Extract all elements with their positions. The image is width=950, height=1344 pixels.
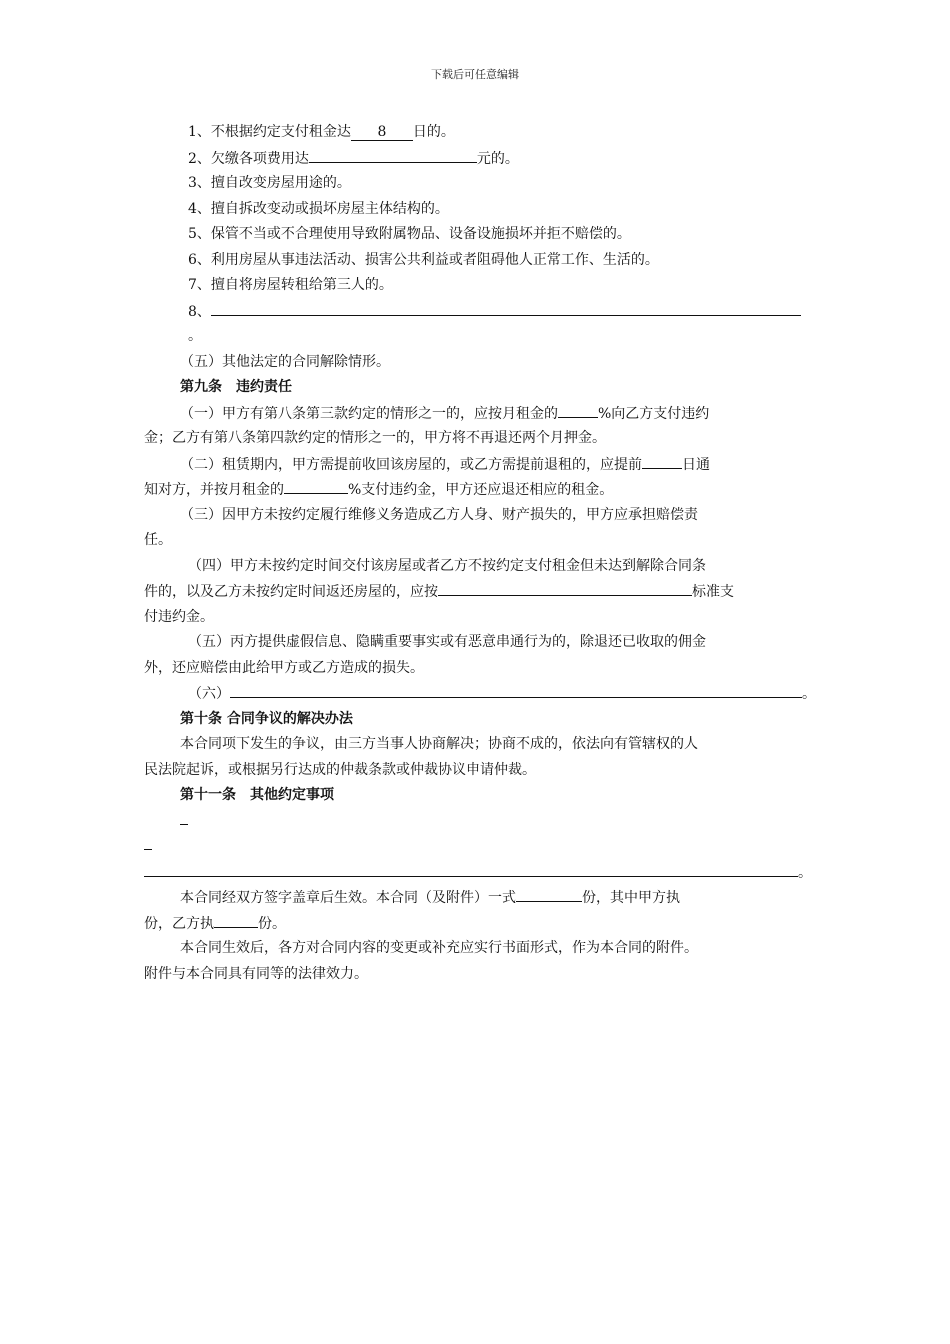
- blank-copies-party-b[interactable]: [214, 911, 258, 928]
- article-11-title: 第十一条 其他约定事项: [180, 787, 334, 803]
- list-item-2: 2、欠缴各项费用达 元的。: [144, 146, 808, 172]
- document-body: [144, 120, 816, 987]
- closing-line3: 本合同生效后，各方对合同内容的变更或补充应实行书面形式，作为本合同的附件。: [180, 940, 698, 956]
- article-9-p1-line2: 金；乙方有第八条第四款约定的情形之一的，甲方将不再退还两个月押金。: [144, 430, 606, 446]
- list-item-8-end: 。: [188, 328, 202, 344]
- article-10-title: 第十条 合同争议的解决办法: [180, 710, 353, 727]
- blank-clause-six[interactable]: [230, 681, 802, 698]
- list-item-5: 5、保管不当或不合理使用导致附属物品、设备设施损坏并拒不赔偿的。: [188, 226, 631, 242]
- article-9-p2-line2: 知对方，并按月租金的 %支付违约金，甲方还应退还相应的租金。: [144, 477, 808, 503]
- article-9-p3-line1: （三）因甲方未按约定履行维修义务造成乙方人身、财产损失的，甲方应承担赔偿责: [180, 506, 698, 523]
- article-9-p6: （六） 。: [144, 681, 808, 707]
- article-9-p4-line1: （四）甲方未按约定时间交付该房屋或者乙方不按约定支付租金但未达到解除合同条: [188, 557, 706, 574]
- blank-item-8[interactable]: [211, 299, 801, 316]
- clause-five: （五）其他法定的合同解除情形。: [180, 353, 390, 370]
- article-10-line1: 本合同项下发生的争议，由三方当事人协商解决；协商不成的，依法向有管辖权的人: [180, 736, 698, 752]
- blank-copies-total[interactable]: [516, 885, 582, 902]
- article-9-p5-line1: （五）丙方提供虚假信息、隐瞒重要事实或有恶意串通行为的，除退还已收取的佣金: [188, 634, 706, 650]
- article-10-line2: 民法院起诉，或根据另行达成的仲裁条款或仲裁协议申请仲裁。: [144, 761, 536, 778]
- article-9-p5-line2: 外，还应赔偿由此给甲方或乙方造成的损失。: [144, 659, 424, 676]
- blank-penalty-percent-2[interactable]: [284, 477, 348, 494]
- blank-other-terms-1[interactable]: [180, 812, 188, 825]
- blank-other-terms-2[interactable]: [144, 837, 152, 850]
- list-item-3: 3、擅自改变房屋用途的。: [188, 175, 351, 191]
- article-9-title: 第九条 违约责任: [180, 379, 292, 395]
- page-header: 下载后可任意编辑: [431, 68, 519, 81]
- blank-other-terms-3[interactable]: [144, 860, 798, 877]
- blank-fee-amount[interactable]: [309, 146, 477, 163]
- article-11-blank-1: [144, 809, 808, 835]
- list-item-4: 4、擅自拆改变动或损坏房屋主体结构的。: [188, 200, 449, 217]
- article-11-blank-3: 。: [144, 860, 808, 886]
- list-item-1: 1、不根据约定支付租金达 8 日的。: [188, 124, 455, 140]
- blank-penalty-percent-1[interactable]: [558, 401, 598, 418]
- article-9-p4-line3: 付违约金。: [144, 608, 214, 625]
- blank-notice-days[interactable]: [642, 452, 682, 469]
- list-item-8: 8、: [144, 299, 808, 325]
- article-11-blank-2: [144, 834, 808, 860]
- article-9-p1-line1: （一）甲方有第八条第三款约定的情形之一的，应按月租金的 %向乙方支付违约: [144, 401, 808, 427]
- closing-line4: 附件与本合同具有同等的法律效力。: [144, 965, 368, 982]
- list-item-7: 7、擅自将房屋转租给第三人的。: [188, 277, 393, 293]
- article-9-p3-line2: 任。: [144, 532, 172, 548]
- closing-line1: 本合同经双方签字盖章后生效。本合同（及附件）一式 份，其中甲方执: [144, 885, 808, 911]
- article-9-p2-line1: （二）租赁期内，甲方需提前收回该房屋的，或乙方需提前退租的，应提前 日通: [144, 452, 808, 478]
- closing-line2: 份，乙方执 份。: [144, 911, 808, 937]
- list-item-6: 6、利用房屋从事违法活动、损害公共利益或者阻碍他人正常工作、生活的。: [188, 251, 659, 268]
- blank-penalty-standard[interactable]: [438, 579, 692, 596]
- blank-rent-days[interactable]: 8: [351, 124, 413, 141]
- article-9-p4-line2: 件的，以及乙方未按约定时间返还房屋的，应按 标准支: [144, 579, 808, 605]
